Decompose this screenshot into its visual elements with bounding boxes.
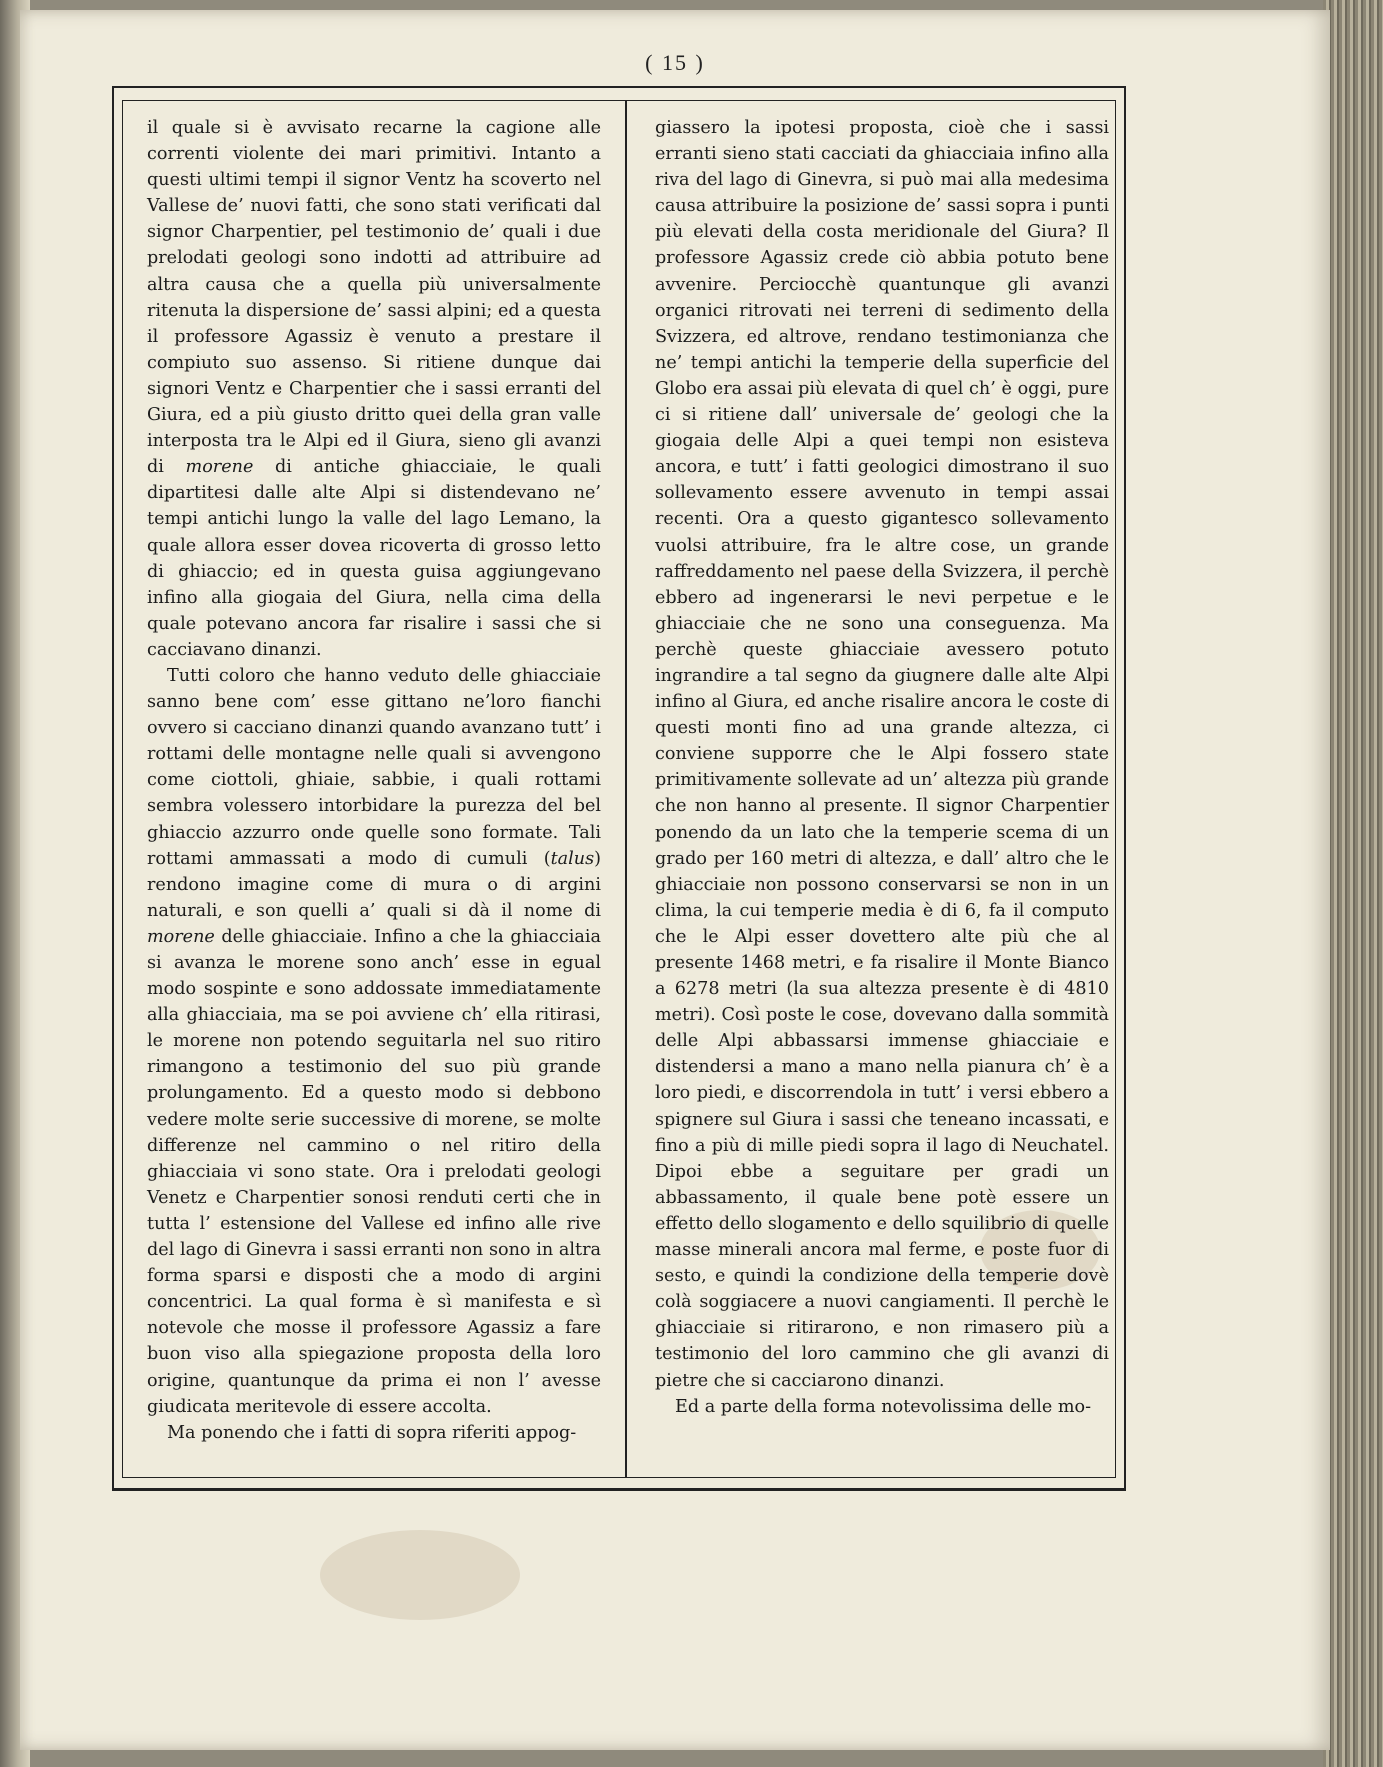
italic-term: morene: [185, 457, 254, 478]
text-run: di antiche ghiacciaie, le quali dipartitesi dalle alte Alpi si distendevano ne’ tempi antichi lungo la valle del lago Lemano, la quale allora esser dovea ricoverta di grosso letto di ghiaccio; ed in questa guisa aggiungevano infino alla giogaia del Giura, nella cima della quale potevano ancora far risalire i sassi che si cacciavano dinanzi.: [147, 457, 601, 660]
text-run: Ma ponendo che i fatti di sopra riferiti appog-: [167, 1422, 577, 1443]
paragraph: [147, 115, 601, 663]
page-number: ( 15 ): [645, 50, 705, 75]
left-column: [147, 115, 601, 1446]
italic-term: talus: [550, 848, 595, 869]
text-run: Tutti coloro che hanno veduto delle ghiacciaie sanno bene com’ esse gittano ne’loro fianchi ovvero si cacciano dinanzi quando avanzano tutt’ i rottami delle montagne nelle quali si avvengono come ciottoli, ghiaie, sabbie, i quali rottami sembra volessero intorbidare la purezza del bel ghiaccio azzurro onde quelle sono formate. Tali rottami ammassati a modo di cumuli (: [147, 665, 601, 869]
paragraph: [655, 115, 1109, 1394]
paper-stain: [320, 1530, 520, 1620]
text-run: giassero la ipotesi proposta, cioè che i sassi erranti sieno stati cacciati da ghiacciaia infino alla riva del lago di Ginevra, si può mai alla medesima causa attribuire la posizione de’ sassi sopra i punti più elevati della costa meridionale del Giura? Il professore Agassiz crede ciò abbia potuto bene avvenire. Perciocchè quantunque gli avanzi organici ritrovati nei terreni di sedimento della Svizzera, ed altrove, rendano testimonianza che ne’ tempi antichi la temperie della superficie del Globo era assai più elevata di quel ch’ è oggi, pure ci si ritiene dall’ universale de’ geologi che la giogaia delle Alpi a quei tempi non esisteva ancora, e tutt’ i fatti geologici dimostrano il suo sollevamento essere avvenuto in tempi assai recenti. Ora a questo gigantesco sollevamento vuolsi attribuire, fra le altre cose, un grande raffreddamento nel paese della Svizzera, il perchè ebbero ad ingenerarsi le nevi perpetue e le ghiacciaie che ne sono una conseguenza. Ma perchè queste ghiacciaie avessero potuto ingrandire a tal segno da giugnere dalle alte Alpi infino al Giura, ed anche risalire ancora le coste di questi monti fino ad una grande altezza, ci conviene supporre che le Alpi fossero state primitivamente sollevate ad un’ altezza più grande che non hanno al presente. Il signor Charpentier ponendo da un lato che la temperie scema di un grado per 160 metri di altezza, e dall’ altro che le ghiacciaie non possono conservarsi se non in un clima, la cui temperie media è di 6, fa il computo che le Alpi esser dovettero alte più che al presente 1468 metri, e fa risalire il Monte Bianco a 6278 metri (la sua altezza presente è di 4810 metri). Così poste le cose, dovevano dalla sommità delle Alpi abbassarsi immense ghiacciaie e distendersi a mano a mano nella pianura ch’ è a loro piedi, e discorrendola in tutt’ i versi ebbero a spignere sul Giura i sassi che teneano incassati, e fino a più di mille piedi sopra il lago di Neuchatel. Dipoi ebbe a seguitare per gradi un abbassamento, il quale bene potè essere un effetto dello slogamento e dello squilibrio di quelle masse minerali ancora mal ferme, e poste fuor di sesto, e quindi la condizione della temperie dovè colà soggiacere a nuovi cangiamenti. Il perchè le ghiacciaie si ritirarono, e non rimasero più a testimonio del loro cammino che gli avanzi di pietre che si cacciarono dinanzi.: [655, 118, 1110, 1391]
column-rule: [625, 101, 627, 1477]
text-frame-inner: [122, 100, 1116, 1478]
text-frame-outer: [112, 86, 1126, 1491]
paragraph: [655, 1394, 1109, 1420]
page-edges: [1323, 0, 1383, 1767]
right-column: [655, 115, 1109, 1420]
paragraph: [147, 1420, 601, 1446]
text-run: Ed a parte della forma notevolissima delle mo-: [675, 1396, 1092, 1417]
book-page: [20, 10, 1330, 1750]
italic-term: morene: [147, 926, 215, 947]
text-run: delle ghiacciaie. Infino a che la ghiacciaia si avanza le morene sono anch’ esse in egual modo sospinte e sono addossate immediatamente alla ghiacciaia, ma se poi avviene ch’ ella ritirasi, le morene non potendo seguitarla nel suo ritiro rimangono a testimonio del suo più grande prolungamento. Ed a questo modo si debbono vedere molte serie successive di morene, se molte differenze nel cammino o nel ritiro della ghiacciaia vi sono state. Ora i prelodati geologi Venetz e Charpentier sonosi renduti certi che in tutta l’ estensione del Vallese ed infino alle rive del lago di Ginevra i sassi erranti non sono in altra forma sparsi e disposti che a modo di argini concentrici. La qual forma è sì manifesta e sì notevole che mosse il professore Agassiz a fare buon viso alla spiegazione proposta della loro origine, quantunque da prima ei non l’ avesse giudicata meritevole di essere accolta.: [147, 926, 601, 1417]
text-run: ) rendono imagine come di mura o di argini naturali, e son quelli a’ quali si dà il nome di: [147, 848, 601, 921]
text-run: il quale si è avvisato recarne la cagione alle correnti violente dei mari primitivi. Intanto a questi ultimi tempi il signor Ventz ha scoverto nel Vallese de’ nuovi fatti, che sono stati verificati dal signor Charpentier, pel testimonio de’ quali i due prelodati geologi sono indotti ad attribuire ad altra causa che a quella più universalmente ritenuta la dispersione de’ sassi alpini; ed a questa il professore Agassiz è venuto a prestare il compiuto suo assenso. Si ritiene dunque dai signori Ventz e Charpentier che i sassi erranti del Giura, ed a più giusto dritto quei della gran valle interposta tra le Alpi ed il Giura, sieno gli avanzi di: [147, 118, 601, 478]
paragraph: [147, 663, 601, 1420]
